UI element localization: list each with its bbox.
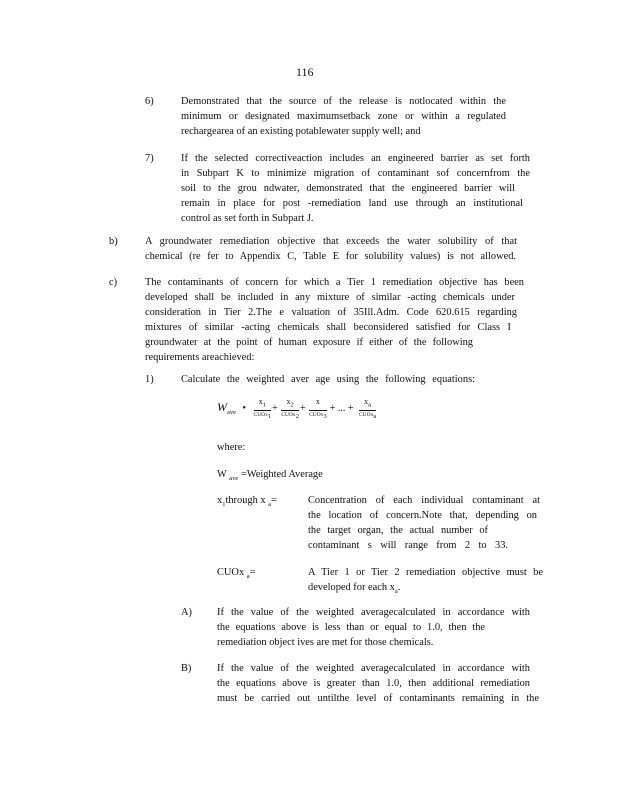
item-7-line-2: in Subpart K to minimize migration of contaminant sof concernfrom the <box>181 168 530 179</box>
x-term: $x_1through$ x $_a$= <box>217 495 277 509</box>
term-2-den: CUOx <box>281 411 296 418</box>
item-b-line-1: A groundwater remediation objective that exceeds the water solubility of that <box>145 236 517 247</box>
sub-item-a-line-1: If the value of the weighted averagecalculated in accordance with <box>217 607 530 618</box>
sub-item-a-line-2: the equations above is less than or equal to 1.0, then the <box>217 622 485 633</box>
item-c-line-3: consideration in Tier 2.The e valuation of 35Ill.Adm. Code 620.615 regarding <box>145 307 517 318</box>
item-7-line-4: remain in place for post -remediation land use through an institutional <box>181 198 523 209</box>
term-1-num: x <box>258 397 263 406</box>
item-c-marker: c) <box>109 277 118 288</box>
sub-item-b-marker: B) <box>181 663 192 674</box>
sub-item-a-line-3: remediation object ives are met for those chemicals. <box>217 637 434 648</box>
item-b-text <box>145 234 517 264</box>
formula-lhs-sub: ave <box>227 409 237 417</box>
item-6-line-2: minimum or designated maximumsetback zone or within a regulated <box>181 111 506 122</box>
x-def-line-4: contaminant s will range from 2 to 33. <box>308 540 508 551</box>
cuo-def-line-1: A Tier 1 or Tier 2 remediation objective must be <box>308 567 543 578</box>
x-def-line-1: Concentration of each individual contaminant at <box>308 495 540 506</box>
formula-term-3: $\frac{x}{CUOx_3}$ <box>309 397 327 420</box>
cuo-definition <box>308 565 543 599</box>
formula-plus-1: + <box>272 403 278 415</box>
sub-item-a-text <box>217 605 530 650</box>
formula-term-2: $\frac{x_2}{CUOx_2}$ <box>281 397 299 420</box>
term-3-num: x <box>315 397 320 406</box>
item-7-line-5: control as set forth in Subpart J. <box>181 213 314 224</box>
item-1-text <box>181 372 475 387</box>
sub-item-a-marker: A) <box>181 607 192 618</box>
item-c-line-6: requirements areachieved: <box>145 352 255 363</box>
wave-definition <box>217 467 323 486</box>
formula-lhs: W <box>217 400 227 415</box>
x-definition <box>308 493 540 553</box>
item-7-line-1: If the selected correctiveaction includes an engineered barrier as set forth <box>181 153 530 164</box>
item-6-line-3: rechargearea of an existing potablewater supply well; and <box>181 126 421 137</box>
x-def-line-2: the location of concern.Note that, depending on <box>308 510 537 521</box>
term-2-num: x <box>286 397 291 406</box>
sub-item-b-text <box>217 661 539 706</box>
wave-def: =Weighted Average <box>240 469 323 480</box>
item-c-line-4: mixtures of similar -acting chemicals shall beconsidered satisfied for Class I <box>145 322 511 333</box>
term-4-den: CUOx <box>358 411 374 418</box>
sub-item-b-line-2: the equations above is greater than 1.0, then additional remediation <box>217 678 530 689</box>
formula-plus-2: + <box>299 403 306 415</box>
item-7-marker: 7) <box>145 153 154 164</box>
item-7-line-3: soil to the grou ndwater, demonstrated that the engineered barrier will <box>181 183 515 194</box>
cuo-term: CUOx $_a$= <box>217 567 256 581</box>
item-c-text <box>145 275 524 365</box>
item-6-marker: 6) <box>145 96 154 107</box>
sub-item-b-line-3: must be carried out untilthe level of contaminants remaining in the <box>217 693 539 704</box>
item-6-line-1: Demonstrated that the source of the release is notlocated within the <box>181 96 506 107</box>
item-c-line-1: The contaminants of concern for which a Tier 1 remediation objective has been <box>145 277 524 288</box>
item-6-text <box>181 94 506 139</box>
term-4-num: x <box>364 397 369 406</box>
x-def-line-3: the target organ, the actual number of <box>308 525 488 536</box>
item-1-marker: 1) <box>145 374 154 385</box>
page-number: 116 <box>296 65 314 79</box>
term-1-den: CUOx <box>253 411 268 418</box>
formula-equals: • <box>242 403 247 415</box>
wave-sub: ave <box>229 475 239 483</box>
term-3-den: CUOx <box>309 411 324 418</box>
sub-item-b-line-1: If the value of the weighted averagecalculated in accordance with <box>217 663 530 674</box>
formula-term-1: $\frac{x_1}{CUOx_1}$ <box>253 397 272 420</box>
item-b-marker: b) <box>109 236 118 247</box>
weighted-average-formula <box>217 397 377 421</box>
where-label: where: <box>217 442 246 453</box>
wave-term: W <box>217 469 227 480</box>
formula-term-4: $\frac{x_a}{CUOx_a}$ <box>358 397 377 420</box>
item-b-line-2: chemical (re fer to Appendix C, Table E for solubility values) is not allowed. <box>145 251 516 262</box>
formula-ellipsis: + ... + <box>329 403 354 415</box>
item-1-line: Calculate the weighted aver age using the following equations: <box>181 374 475 385</box>
item-c-line-5: groundwater at the point of human exposure if either of the following <box>145 337 473 348</box>
cuo-def-line-2: developed for each $x_a$. <box>308 582 401 596</box>
item-7-text <box>181 151 530 226</box>
item-c-line-2: developed shall be included in any mixture of similar -acting chemicals under <box>145 292 515 303</box>
